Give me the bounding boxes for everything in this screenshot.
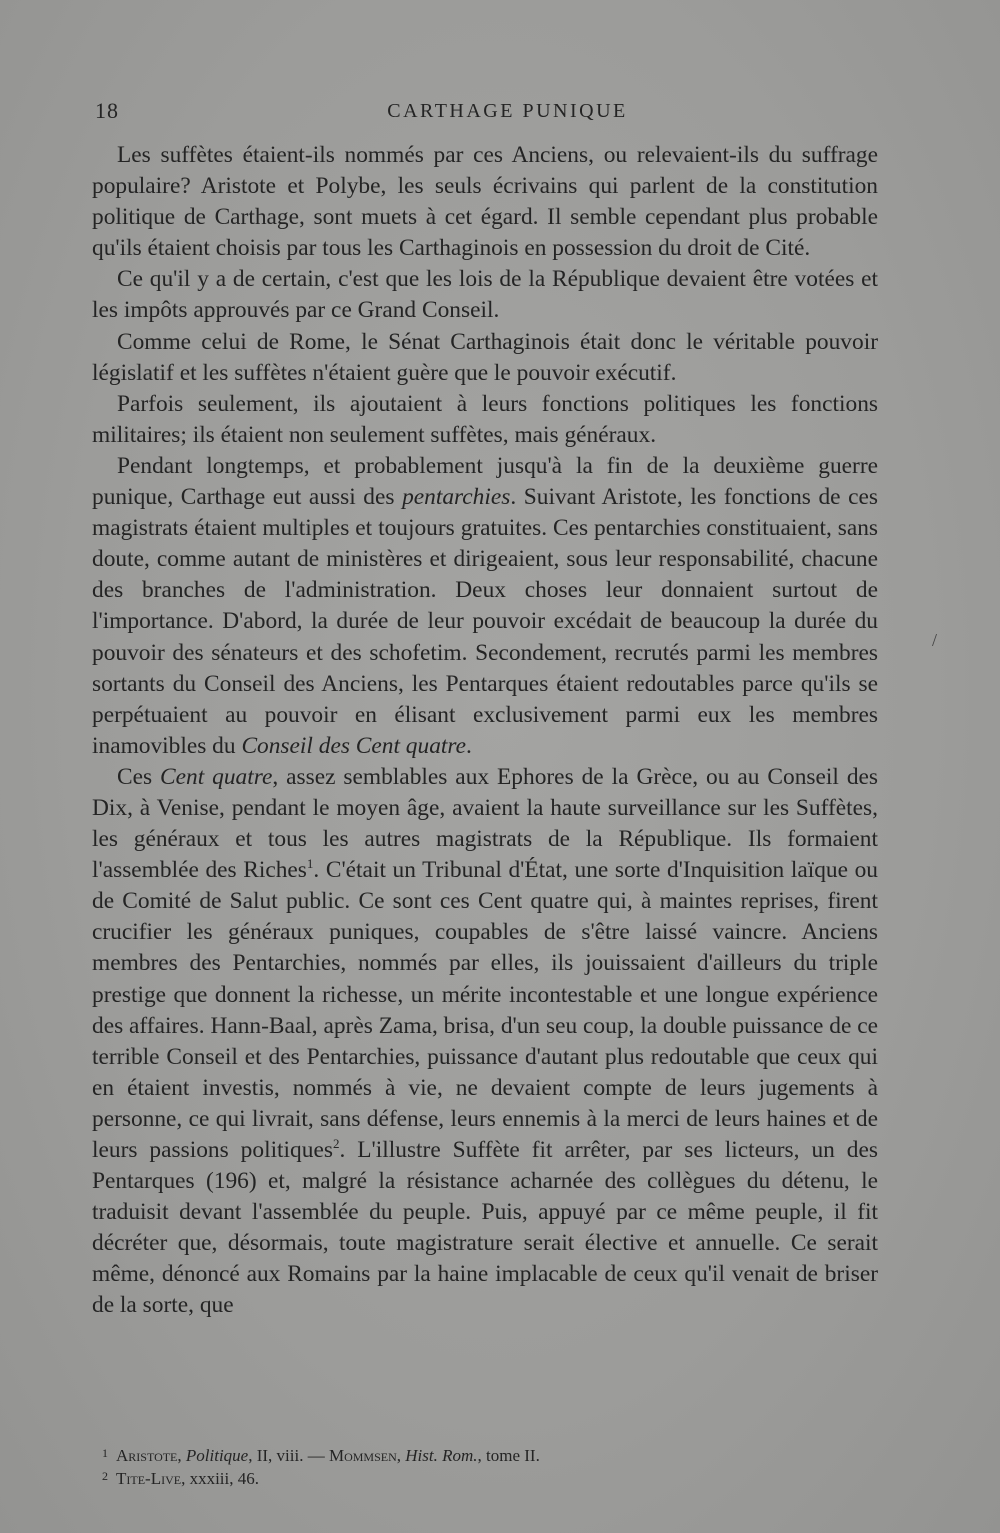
paragraph-3: Comme celui de Rome, le Sénat Carthaginois était donc le véritable pouvoir législatif et les suffètes n'étaient guère que le pouvoir exécutif. <box>92 328 878 386</box>
footnote-work-2: Hist. Rom. <box>405 1446 478 1465</box>
page-number: 18 <box>95 98 119 123</box>
paragraph-2: Ce qu'il y a de certain, c'est que les lois de la République devaient être votées et les impôts approuvés par ce Grand Conseil. <box>92 266 878 324</box>
footnote-ref-text: , xxxiii, 46. <box>181 1469 259 1488</box>
footnote-2 <box>102 1466 802 1489</box>
footnote-ref-2[interactable]: 2 <box>332 1136 340 1151</box>
paragraph-4: Parfois seulement, ils ajoutaient à leurs fonctions politiques les fonctions militaires; ils étaient non seulement suffètes, mais généraux. <box>92 390 878 448</box>
body-text <box>92 140 878 1322</box>
footnote-author: Aristote <box>116 1446 178 1465</box>
running-title: CARTHAGE PUNIQUE <box>387 100 628 122</box>
paragraph-6-text-b: , assez semblables aux Ephores de la Grèce, ou au Conseil des Dix, à Venise, pendant le moyen âge, avaient la haute surveillance sur les Suffètes, les généraux et tous les autres magistrats de la République. Ils formaient l'assemblée des Riches <box>92 763 878 884</box>
paragraph-6 <box>92 762 878 1322</box>
italic-term-conseil-des-cent-quatre: Conseil des Cent quatre <box>241 732 467 759</box>
paragraph-5-text-b: . Suivant Aristote, les fonctions de ces magistrats étaient multiples et toujours gratuites. Ces pentarchies constituaient, sans doute, comme autant de ministères et dirigeaient, sous leur responsabilité, chacune des branches de l'administration. Deux choses leur donnaient surtout de l'importance. D'abord, la durée de leur pouvoir excédait de beaucoup la durée du pouvoir des sénateurs et des schofetim. Secondement, recrutés parmi les membres sortants du Conseil des Anciens, les Pentarques étaient redoutables parce qu'ils se perpétuaient au pouvoir en élisant exclusivement parmi eux les membres inamovibles du <box>92 484 879 759</box>
footnote-work: Politique <box>185 1446 249 1465</box>
footnote-author: Tite-Live <box>116 1469 182 1488</box>
footnote-ref-text-2: , tome II. <box>477 1446 540 1465</box>
footnote-author-2: Mommsen <box>328 1446 397 1465</box>
running-head <box>95 98 880 128</box>
footnote-number: 1 <box>102 1446 108 1460</box>
footnote-number: 2 <box>102 1469 108 1483</box>
paragraph-5-text-a: Pendant longtemps, et probablement jusqu'à la fin de la deuxième guerre punique, Carthage eut aussi des <box>92 452 878 511</box>
footnotes <box>102 1443 802 1489</box>
paragraph-5-text-c: . <box>466 732 472 759</box>
footnote-1: $^1$ Aristote, Politique, II, viii. — Mommsen, Hist. Rom., tome II. <box>102 1446 540 1465</box>
footnote-ref-1[interactable]: 1 <box>306 856 314 872</box>
footnote-ref-text: , II, viii. — <box>248 1446 329 1465</box>
paragraph-1: Les suffètes étaient-ils nommés par ces Anciens, ou relevaient-ils du suffrage populaire? Aristote et Polybe, les seuls écrivains qui parlent de la constitution politique de Carthage, sont muets à cet égard. Il semble cependant plus probable qu'ils étaient choisis par tous les Carthaginois en possession du droit de Cité. <box>92 142 878 262</box>
paragraph-6-text-a: Ces <box>117 763 161 790</box>
paragraph-6-text-c: . C'était un Tribunal d'État, une sorte d'Inquisition laïque ou de Comité de Salut public. Ce sont ces Cent quatre qui, à maintes reprises, firent crucifier les généraux puniques, coupables de s'être laissé vaincre. Anciens membres des Pentarchies, nommés par elles, ils jouissaient d'ailleurs du triple prestige que donnent la richesse, un mérite incontestable et une longue expérience des affaires. Hann-Baal, après Zama, brisa, d'un seu coup, la double puissance de ce terrible Conseil et des Pentarchies, puissance d'autant plus redoutable que ceux qui en étaient investis, nommés à vie, ne devaient compte de leurs jugements à personne, ce qui livrait, sans défense, leurs ennemis à la merci de leurs haines et de leurs passions politiques <box>92 857 878 1163</box>
italic-term-cent-quatre: Cent quatre <box>160 763 273 790</box>
paragraph-6-text-d: . L'illustre Suffète fit arrêter, par ses licteurs, un des Pentarques (196) et, malgré la résistance acharnée des collègues du détenu, le traduisit devant l'assemblée du peuple. Puis, appuyé par ce même peuple, il fit décréter que, désormais, toute magistrature serait élective et annuelle. Ce serait même, dénoncé aux Romains par la haine implacable de ceux qu'il venait de briser de la sorte, que <box>92 1137 878 1319</box>
stray-pencil-mark: / <box>932 630 938 650</box>
italic-term-pentarchies: pentarchies <box>402 484 511 511</box>
paragraph-5 <box>92 451 878 762</box>
